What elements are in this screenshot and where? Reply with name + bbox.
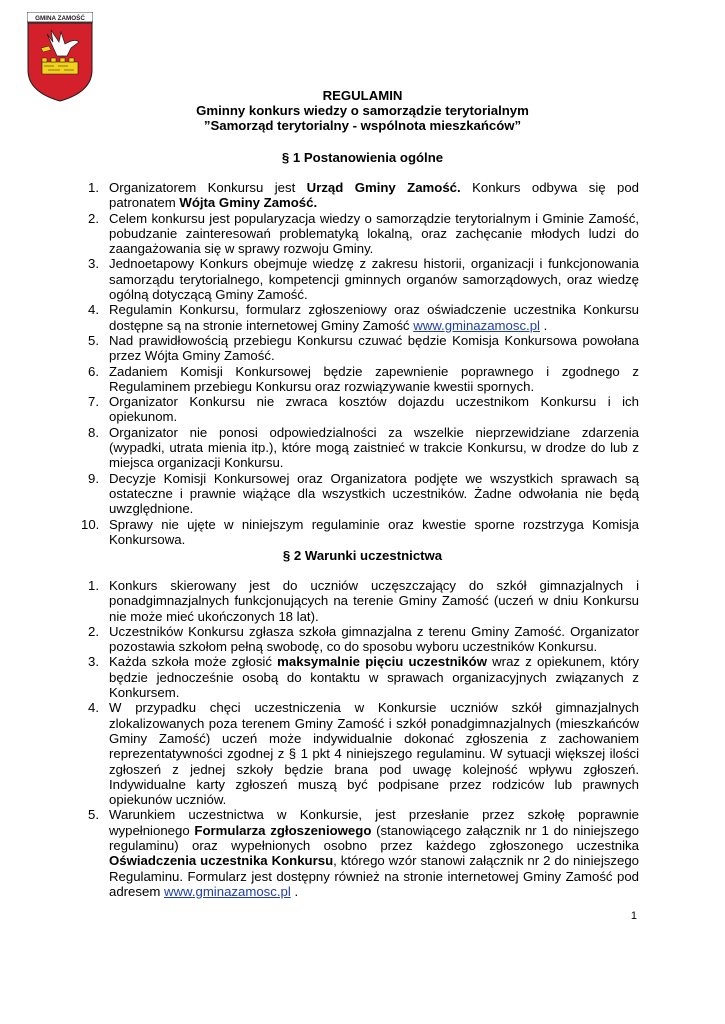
bold-text: maksymalnie pięciu uczestników [277,654,487,670]
website-link[interactable]: www.gminazamosc.pl [413,317,540,333]
item-text: W przypadku chęci uczestniczenia w Konkursie uczniów szkół gimnazjalnych zlokalizowanych poza terenem Gminy Zamość i szkół ponadgimnazjalnych (mieszkańców Gminy Zamość) uczeń może indywidualnie dokonać zgłoszenia z zachowaniem reprezentatywności zgodnej z § 1 pkt 4 niniejszego regulaminu. W sytuacji większej ilości zgłoszeń z jednej szkoły będzie brana pod uwagę kolejność wpływu zgłoszeń. Indywidualne karty zgłoszeń muszą być podpisane przez rodziców lub prawnych opiekunów uczniów. [109,700,639,808]
list-item [81,516,639,548]
item-number: 5. [88,332,99,348]
item-number: 1. [88,578,99,593]
bold-text: Formularza zgłoszeniowego [194,822,372,838]
item-text: , którego wzór stanowi załącznik nr 2 do niniejszego Regulaminu. Formularz jest dostępny również na stronie internetowej Gminy Zamość pod adresem [109,853,639,899]
item-number: 2. [88,210,99,226]
item-text: Celem konkursu jest popularyzacja wiedzy o samorządzie terytorialnym i Gminie Zamość, pobudzanie zainteresowań problematyką lokalną, oraz zachęcanie młodych ludzi do zaangażowania się w sprawy rozwoju Gminy. [109,210,639,257]
item-text: Jednoetapowy Konkurs obejmuje wiedzę z zakresu historii, organizacji i funkcjonowania samorządu terytorialnego, kompetencji gminnych organów samorządowych, oraz wiedzę ogólną dotyczącą Gminy Zamość. [109,256,639,303]
document-theme: ”Samorząd terytorialny - wspólnota mieszkańców” [203,118,522,133]
bold-text: Wójta Gminy Zamość. [179,195,318,211]
list-item [88,578,639,624]
item-number: 8. [88,424,99,440]
item-text: Decyzje Komisji Konkursowej oraz Organizatora podjęte we wszystkich sprawach są ostateczne i prawnie wiążące dla wszystkich uczestników. Żadne odwołania nie będą uwzględnione. [109,470,639,517]
list-item [88,333,639,364]
item-number: 3. [88,256,99,272]
item-text: Sprawy nie ujęte w niniejszym regulaminie oraz kwestie sporne rozstrzyga Komisja Konkursowa. [109,516,639,547]
list-item [88,807,639,899]
item-number: 4. [88,700,99,716]
item-text: Organizatorem Konkursu jest [109,180,307,195]
item-text: wraz z opiekunem, który będzie jednocześnie osobą do kontaktu w sprawach organizacyjnych związanych z Konkursem. [109,654,639,701]
item-text: Uczestników Konkursu zgłasza szkoła gimnazjalna z terenu Gminy Zamość. Organizator pozostawia szkołom pełną swobodę, co do sposobu wyboru uczestników Konkursu. [109,623,639,655]
document-subtitle: Gminny konkurs wiedzy o samorządzie terytorialnym [196,103,529,118]
item-text: Nad prawidłowością przebiegu Konkursu czuwać będzie Komisja Konkursowa powołana przez Wójta Gminy Zamość. [109,332,639,364]
item-text: . [290,883,299,899]
website-link[interactable]: www.gminazamosc.pl [163,883,291,899]
bold-text: Oświadczenia uczestnika Konkursu [109,853,334,869]
page-number: 1 [630,910,637,922]
item-number: 10. [81,516,100,532]
logo-caption: GMINA ZAMOŚĆ [35,15,85,22]
list-item [88,700,639,807]
item-text: Organizator Konkursu nie zwraca kosztów dojazdu uczestnikom Konkursu i ich opiekunom. [109,394,639,425]
item-number: 1. [88,180,99,195]
list-item [88,364,639,395]
item-number: 7. [88,394,99,410]
item-text: Konkurs odbywa się pod patronatem [109,180,639,211]
item-number: 5. [88,807,99,823]
list-item [88,394,639,425]
list-item [88,211,639,257]
item-number: 4. [88,302,99,318]
list-item [88,471,639,517]
item-text: (stanowiącego załącznik nr 1 do niniejszego regulaminu) oraz wypełnionych osobno przez każdego zgłoszonego uczestnika [109,822,639,854]
list-item [88,256,639,302]
list-item [88,302,639,333]
item-text: Regulamin Konkursu, formularz zgłoszeniowy oraz oświadczenie uczestnika Konkursu dostępne są na stronie internetowej Gminy Zamość [109,302,639,333]
section-2-heading: § 2 Warunki uczestnictwa [282,548,443,563]
list-item [88,654,639,700]
section-2-list [88,578,639,899]
item-text: Organizator nie ponosi odpowiedzialności za wszelkie nieprzewidziane zdarzenia (wypadki, utrata mienia itp.), które mogą zaistnieć w trakcie Konkursu, w drodze do lub z miejsca organizacji Konkursu. [109,424,639,471]
document-title: REGULAMIN [322,88,403,103]
item-number: 6. [88,363,99,379]
item-text: Warunkiem uczestnictwa w Konkursie, jest przesłanie przez szkołę poprawnie wypełnionego [109,807,639,838]
item-text: Każda szkoła może zgłosić [109,654,278,670]
item-number: 3. [88,654,99,670]
item-text: Zadaniem Komisji Konkursowej będzie zapewnienie poprawnego i zgodnego z Regulaminem przebiegu Konkursu oraz rozwiązywanie kwestii spornych. [109,363,639,394]
bold-text: Urząd Gminy Zamość. [306,180,461,195]
list-item [88,180,639,211]
item-text: Konkurs skierowany jest do uczniów uczęszczający do szkół gimnazjalnych i ponadgimnazjalnych funkcjonujących na terenie Gminy Zamość (uczeń w dniu Konkursu nie może mieć ukończonych 18 lat). [109,578,639,624]
section-1-heading: § 1 Postanowienia ogólne [281,150,444,165]
item-text: . [540,317,548,333]
item-number: 2. [88,623,99,639]
list-item [88,425,639,471]
section-1-list [81,180,639,547]
list-item [88,624,639,655]
item-number: 9. [88,470,99,486]
